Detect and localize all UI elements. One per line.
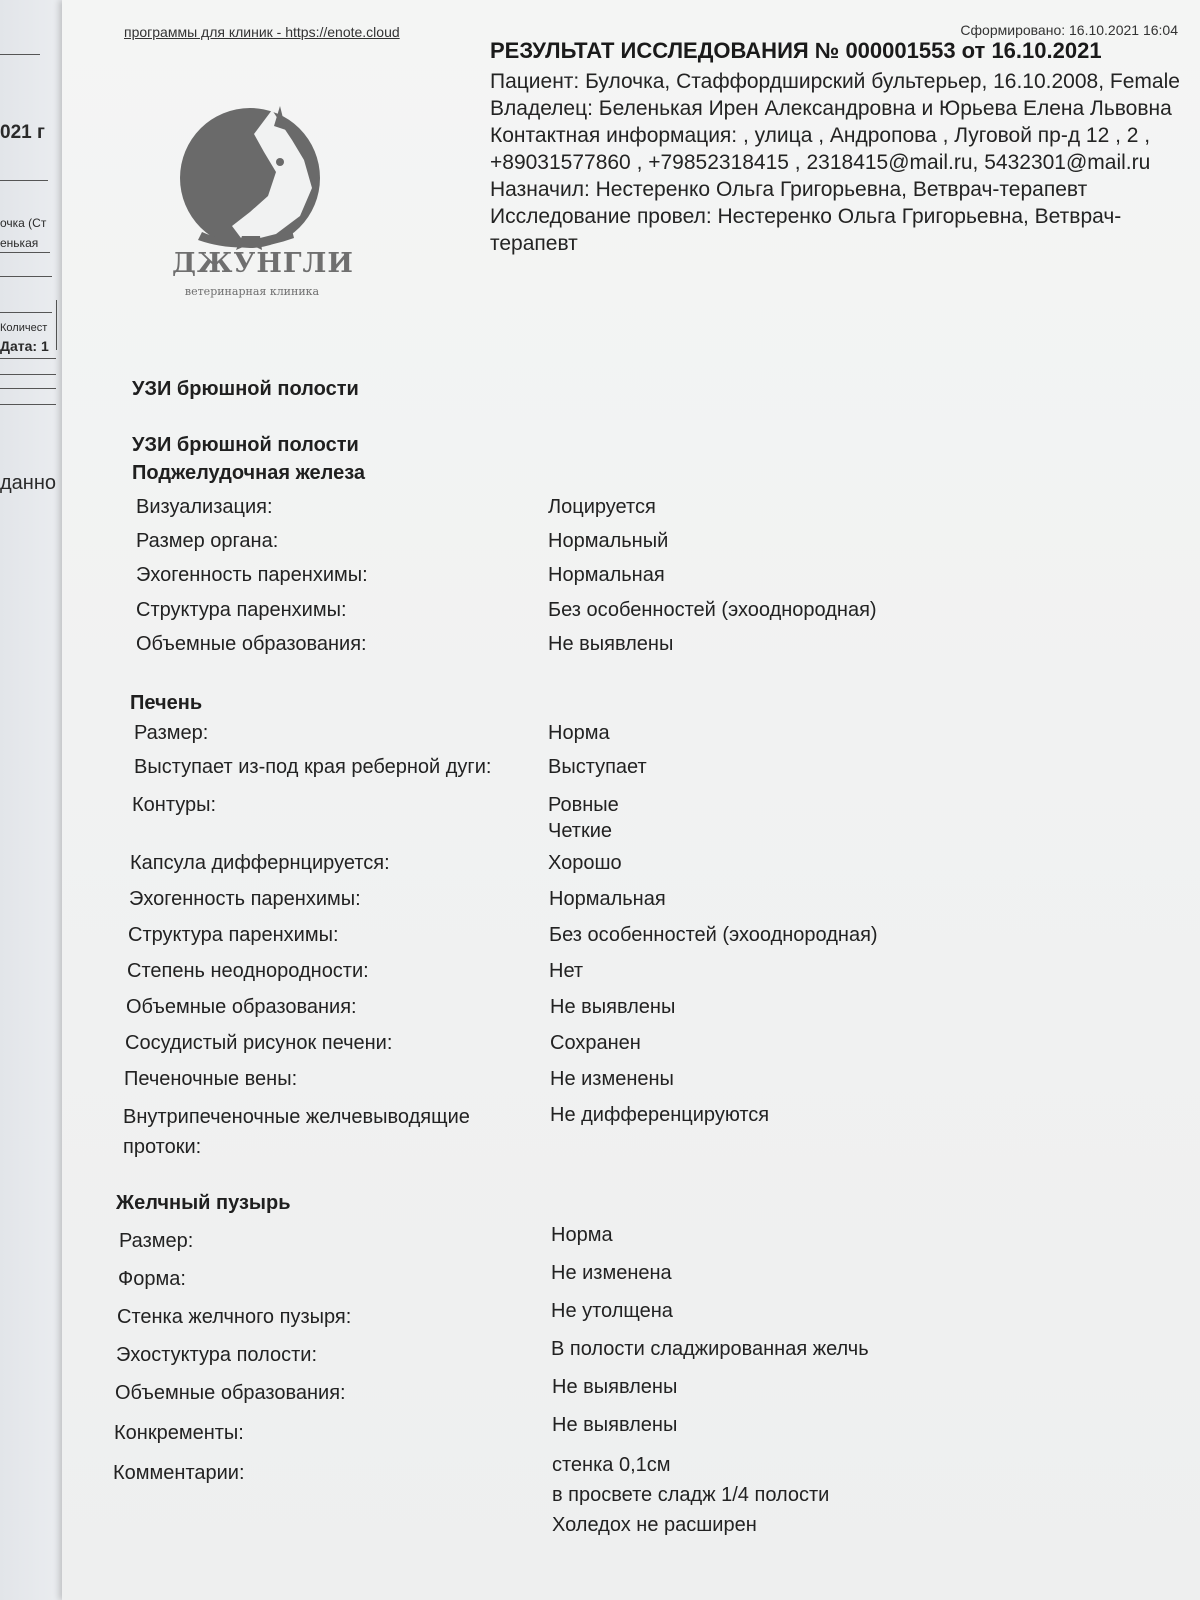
row-value: В полости сладжированная желчь [551, 1338, 869, 1360]
row-value: Не изменена [551, 1262, 672, 1284]
underlying-vline [56, 300, 57, 350]
row-value: Не выявлены [552, 1376, 678, 1398]
row-label: Эхостуктура полости: [116, 1344, 318, 1366]
clinic-logo-subtitle: ветеринарная клиника [184, 285, 320, 298]
row-label: Комментарии: [113, 1462, 245, 1484]
underlying-fragment: Количест [0, 322, 48, 334]
row-value: Нормальный [548, 530, 669, 552]
row-label: Объемные образования: [126, 996, 357, 1018]
row-value: Не изменены [550, 1068, 674, 1090]
study-subtitle: УЗИ брюшной полости [132, 434, 359, 456]
row-label: Контуры: [132, 794, 217, 816]
underlying-rule [0, 180, 48, 181]
row-value: Четкие [548, 820, 612, 842]
row-label: Объемные образования: [136, 633, 367, 655]
row-value: Хорошо [548, 852, 622, 874]
row-value: Норма [548, 722, 610, 744]
clinic-logo [172, 100, 354, 305]
underlying-fragment: 021 г [0, 122, 45, 143]
row-value: стенка 0,1см [552, 1454, 671, 1476]
clinic-logo-name: ДЖУНГЛИ [172, 248, 354, 279]
underlying-rule [0, 374, 56, 375]
row-label: Степень неоднородности: [127, 960, 369, 982]
row-label: Эхогенность паренхимы: [136, 564, 368, 586]
row-value: Без особенностей (эхооднородная) [548, 599, 877, 621]
row-value: Нормальная [549, 888, 666, 910]
patient-line: Пациент: Булочка, Стаффордширский бультерьер, 16.10.2008, Female [490, 70, 1180, 93]
dog-emblem-icon [172, 100, 332, 250]
row-value: Сохранен [550, 1032, 641, 1054]
underlying-rule [0, 404, 56, 405]
row-label: Размер органа: [136, 530, 279, 552]
document-header [490, 38, 1180, 257]
section-title-pancreas: Поджелудочная железа [132, 462, 365, 484]
row-value: в просвете сладж 1/4 полости [552, 1484, 830, 1506]
study-title: УЗИ брюшной полости [132, 378, 359, 400]
row-value: Нормальная [548, 564, 665, 586]
prescribed-by-line: Назначил: Нестеренко Ольга Григорьевна, Ветврач-терапевт [490, 178, 1088, 201]
section-title-liver: Печень [130, 692, 203, 714]
row-label: Стенка желчного пузыря: [117, 1306, 352, 1328]
generated-timestamp: Сформировано: 16.10.2021 16:04 [960, 22, 1178, 38]
row-label: Объемные образования: [115, 1382, 346, 1404]
row-value: Не выявлены [548, 633, 674, 655]
row-label: Структура паренхимы: [136, 599, 347, 621]
underlying-rule [0, 312, 52, 313]
owner-line: Владелец: Беленькая Ирен Александровна и Юрьева Елена Львовна [490, 97, 1172, 120]
row-value: Не выявлены [550, 996, 676, 1018]
underlying-rule [0, 358, 56, 359]
row-label: Визуализация: [136, 496, 273, 518]
row-label: Размер: [134, 722, 209, 744]
row-value: Холедох не расширен [552, 1514, 757, 1536]
row-value: Выступает [548, 756, 647, 778]
row-label: Выступает из-под края реберной дуги: [134, 756, 492, 778]
row-label: Капсула диффернцируется: [130, 852, 390, 874]
underlying-rule [0, 388, 56, 389]
underlying-rule [0, 276, 52, 277]
row-value: Не утолщена [551, 1300, 673, 1322]
document-title: РЕЗУЛЬТАТ ИССЛЕДОВАНИЯ № 000001553 от 16.10.2021 [490, 38, 1102, 63]
row-value: Нет [549, 960, 584, 982]
underlying-fragment: Дата: 1 [0, 338, 49, 354]
row-label: Внутрипеченочные желчевыводящие протоки: [123, 1106, 470, 1158]
underlying-fragment: данно [0, 472, 57, 494]
row-value: Не дифференцируются [550, 1104, 770, 1126]
row-value: Без особенностей (эхооднородная) [549, 924, 878, 946]
underlying-fragment: очка (Ст [0, 216, 47, 230]
row-label: Сосудистый рисунок печени: [125, 1032, 393, 1054]
row-value: Не выявлены [552, 1414, 678, 1436]
underlying-rule [0, 252, 50, 253]
underlying-rule [0, 54, 40, 55]
row-label: Размер: [119, 1230, 194, 1252]
row-label: Эхогенность паренхимы: [129, 888, 361, 910]
row-value: Ровные [548, 794, 619, 816]
source-link[interactable]: программы для клиник - https://enote.cloud [124, 24, 400, 40]
row-label: Конкременты: [114, 1422, 244, 1444]
row-value: Лоцируется [548, 496, 656, 518]
section-title-gallbladder: Желчный пузырь [116, 1192, 291, 1214]
underlying-fragment: енькая [0, 236, 39, 250]
row-label: Структура паренхимы: [128, 924, 339, 946]
row-label: Печеночные вены: [124, 1068, 298, 1090]
document-page [62, 0, 1200, 1600]
performed-by-line: Исследование провел: Нестеренко Ольга Григорьевна, Ветврач-терапевт [490, 205, 1122, 255]
row-label: Форма: [118, 1268, 186, 1290]
contact-line: Контактная информация: , улица , Андропова , Луговой пр-д 12 , 2 , +89031577860 , +79852318415 , 2318415@mail.ru, 5432301@mail.ru [490, 124, 1151, 174]
row-value: Норма [551, 1224, 613, 1246]
